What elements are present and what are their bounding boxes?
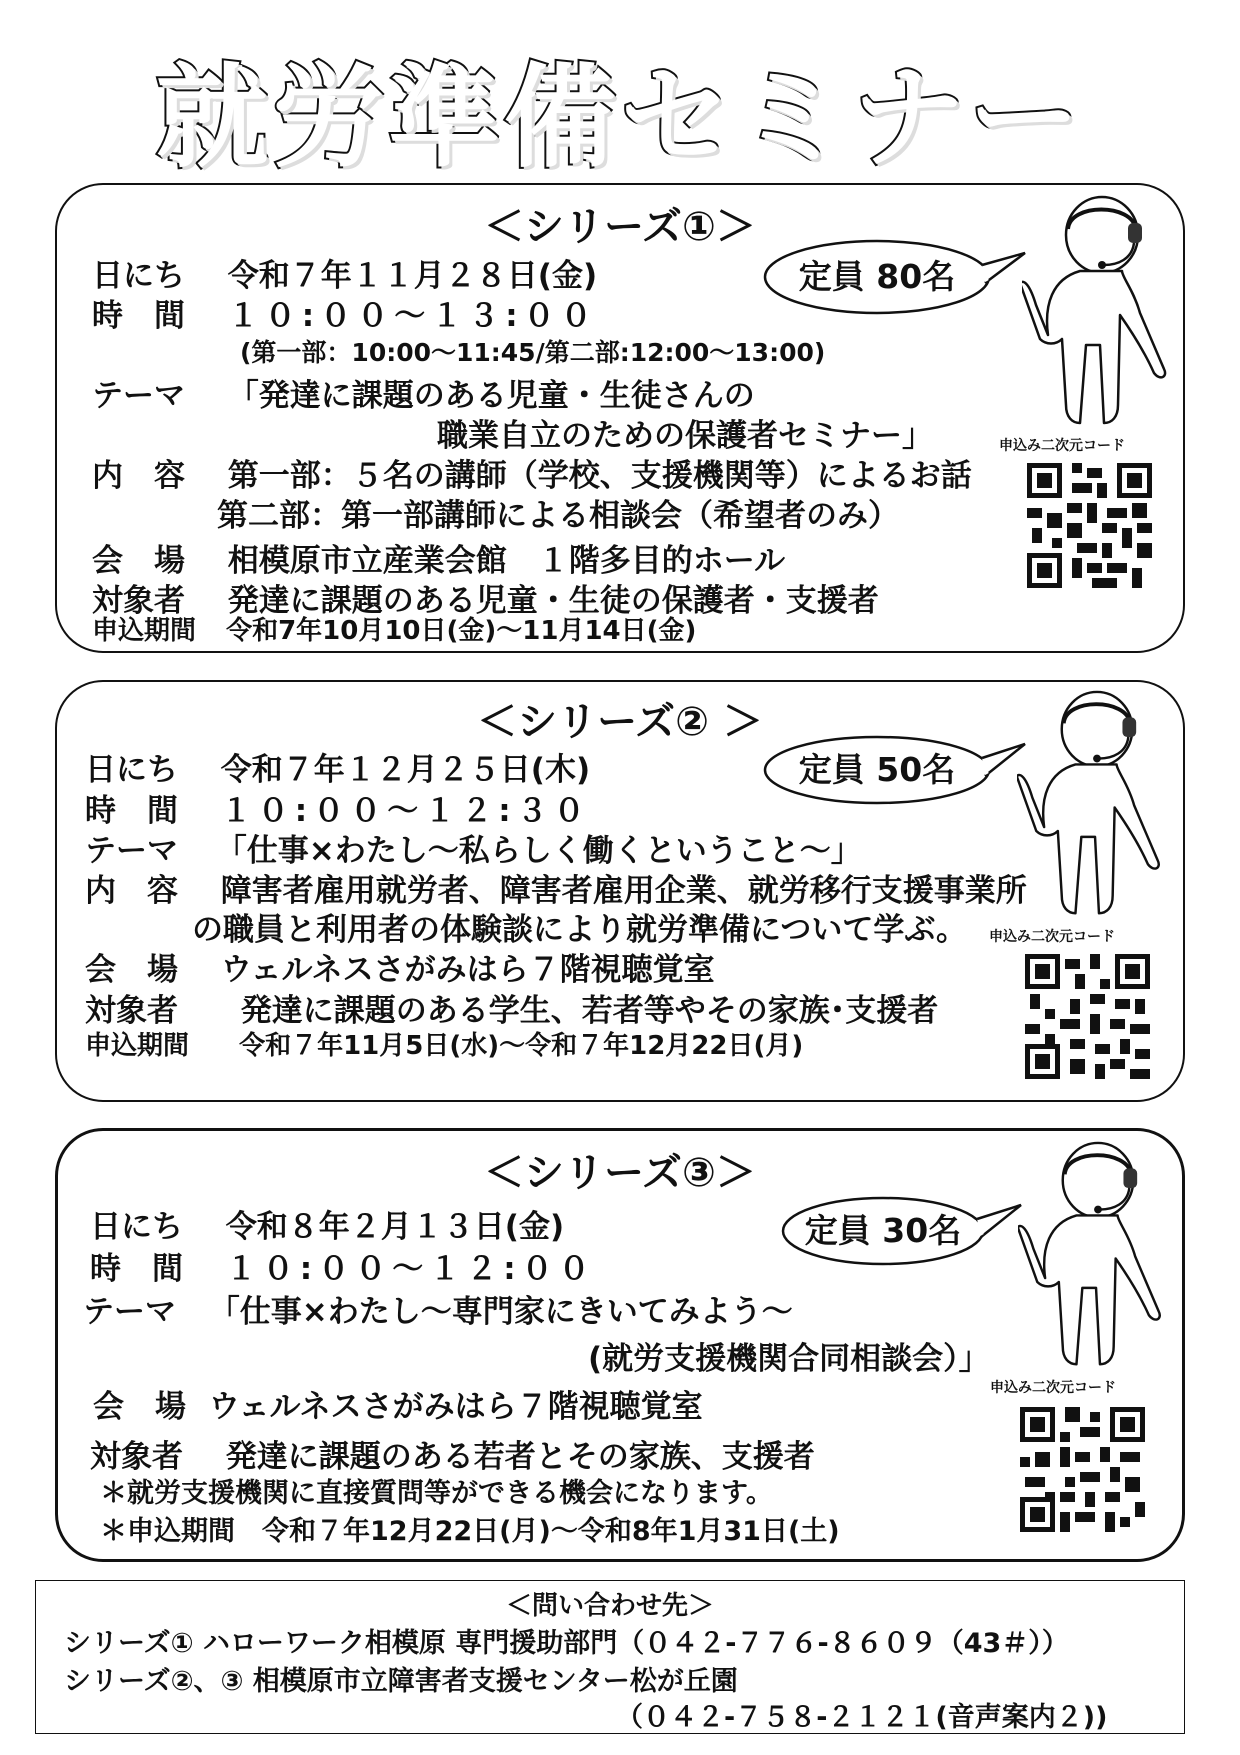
capacity-text: 定員 30名 <box>804 1211 962 1250</box>
series-heading: ＜シリーズ③＞ <box>484 1150 756 1196</box>
date-label: 日にち <box>90 1209 183 1245</box>
person-with-headset-icon <box>1017 690 1177 929</box>
content-text-cont: 第二部：第一部講師による相談会（希望者のみ） <box>217 498 899 534</box>
qr-label: 申込み二次元コード <box>989 929 1115 945</box>
target-label: 対象者 <box>85 993 178 1029</box>
target-text: 発達に課題のある学生、若者等やその家族･支援者 <box>240 993 939 1029</box>
contact-series-1: シリーズ① ハローワーク相模原 専門援助部門（０４２-７７６-８６０９（43＃）） <box>64 1628 1069 1659</box>
target-label: 対象者 <box>90 1439 183 1475</box>
event-date: 令和７年１２月２５日(木) <box>220 752 591 788</box>
qr-label: 申込み二次元コード <box>990 1380 1116 1396</box>
theme-text-cont: (就労支援機関合同相談会）」 <box>588 1341 990 1377</box>
target-label: 対象者 <box>92 583 185 619</box>
apply-period: ＊申込期間 令和７年12月22日(月)～令和8年1月31日(土) <box>100 1516 840 1547</box>
qr-code-icon[interactable] <box>1025 954 1150 1083</box>
theme-label: テーマ <box>83 1294 176 1330</box>
content-text: 障害者雇用就労者、障害者雇用企業、就労移行支援事業所 <box>220 873 1027 909</box>
contact-box <box>35 1580 1185 1734</box>
series-1-panel <box>55 183 1185 653</box>
capacity-text: 定員 50名 <box>798 750 956 789</box>
event-time: １０:００～１３:００ <box>227 298 598 334</box>
time-detail: (第一部：10:00～11:45/第二部:12:00～13:00) <box>240 338 826 367</box>
theme-label: テーマ <box>85 833 178 869</box>
series-heading: ＜シリーズ①＞ <box>484 204 756 250</box>
capacity-bubble <box>757 720 1027 815</box>
venue-label: 会 場 <box>85 952 178 988</box>
capacity-text: 定員 80名 <box>798 257 956 296</box>
content-label: 内 容 <box>85 873 178 909</box>
time-label: 時 間 <box>85 793 178 829</box>
venue-text: 相模原市立産業会館 １階多目的ホール <box>227 543 786 579</box>
venue-label: 会 場 <box>92 543 185 579</box>
event-time: １０:００～１２:３０ <box>220 793 591 829</box>
page-title: 就労準備セミナー <box>156 53 1084 183</box>
time-label: 時 間 <box>92 298 185 334</box>
qr-label: 申込み二次元コード <box>999 438 1125 454</box>
qr-code-icon[interactable] <box>1020 1407 1145 1536</box>
date-label: 日にち <box>85 752 178 788</box>
time-label: 時 間 <box>90 1251 183 1287</box>
venue-text: ウェルネスさがみはら７階視聴覚室 <box>220 952 715 988</box>
series-3-panel <box>55 1128 1185 1562</box>
qr-code-icon[interactable] <box>1027 463 1152 592</box>
note-text: ＊就労支援機関に直接質問等ができる機会になります。 <box>100 1478 773 1509</box>
target-text: 発達に課題のある若者とその家族、支援者 <box>225 1439 815 1475</box>
contact-heading: ＜問い合わせ先＞ <box>505 1591 714 1621</box>
person-with-headset-icon <box>1018 1141 1178 1380</box>
venue-label: 会 場 <box>93 1389 186 1425</box>
contact-phone-2-3: （０４２-７５８-２１２１(音声案内２)) <box>616 1702 1108 1733</box>
event-time: １０:００～１２:００ <box>225 1251 596 1287</box>
contact-series-2-3: シリーズ②、③ 相模原市立障害者支援センター松が丘園 <box>64 1666 738 1697</box>
apply-period: 令和７年11月5日(水)～令和７年12月22日(月) <box>239 1031 804 1061</box>
apply-label: 申込期間 <box>85 1031 190 1061</box>
capacity-bubble <box>773 1181 1023 1276</box>
series-2-panel <box>55 680 1185 1102</box>
date-label: 日にち <box>92 258 185 294</box>
event-date: 令和７年１１月２８日(金) <box>227 258 598 294</box>
content-text-cont: の職員と利用者の体験談により就労準備について学ぶ。 <box>192 912 967 948</box>
apply-period: 令和7年10月10日(金)～11月14日(金) <box>226 616 697 646</box>
event-date: 令和８年２月１３日(金) <box>225 1209 565 1245</box>
theme-text-cont: 職業自立のための保護者セミナー」 <box>437 418 933 454</box>
person-with-headset-icon <box>1022 195 1182 439</box>
apply-label: 申込期間 <box>92 616 197 646</box>
capacity-bubble <box>757 227 1027 322</box>
theme-text: 「仕事×わたし～私らしく働くということ～」 <box>215 833 862 869</box>
theme-label: テーマ <box>92 378 185 414</box>
target-text: 発達に課題のある児童・生徒の保護者・支援者 <box>227 583 879 619</box>
theme-text: 「仕事×わたし～専門家にきいてみよう～ <box>208 1294 793 1330</box>
venue-text: ウェルネスさがみはら７階視聴覚室 <box>208 1389 703 1425</box>
series-heading: ＜シリーズ② ＞ <box>477 699 763 745</box>
content-text: 第一部：５名の講師（学校、支援機関等）によるお話 <box>227 458 972 494</box>
content-label: 内 容 <box>92 458 185 494</box>
theme-text: 「発達に課題のある児童・生徒さんの <box>227 378 755 414</box>
